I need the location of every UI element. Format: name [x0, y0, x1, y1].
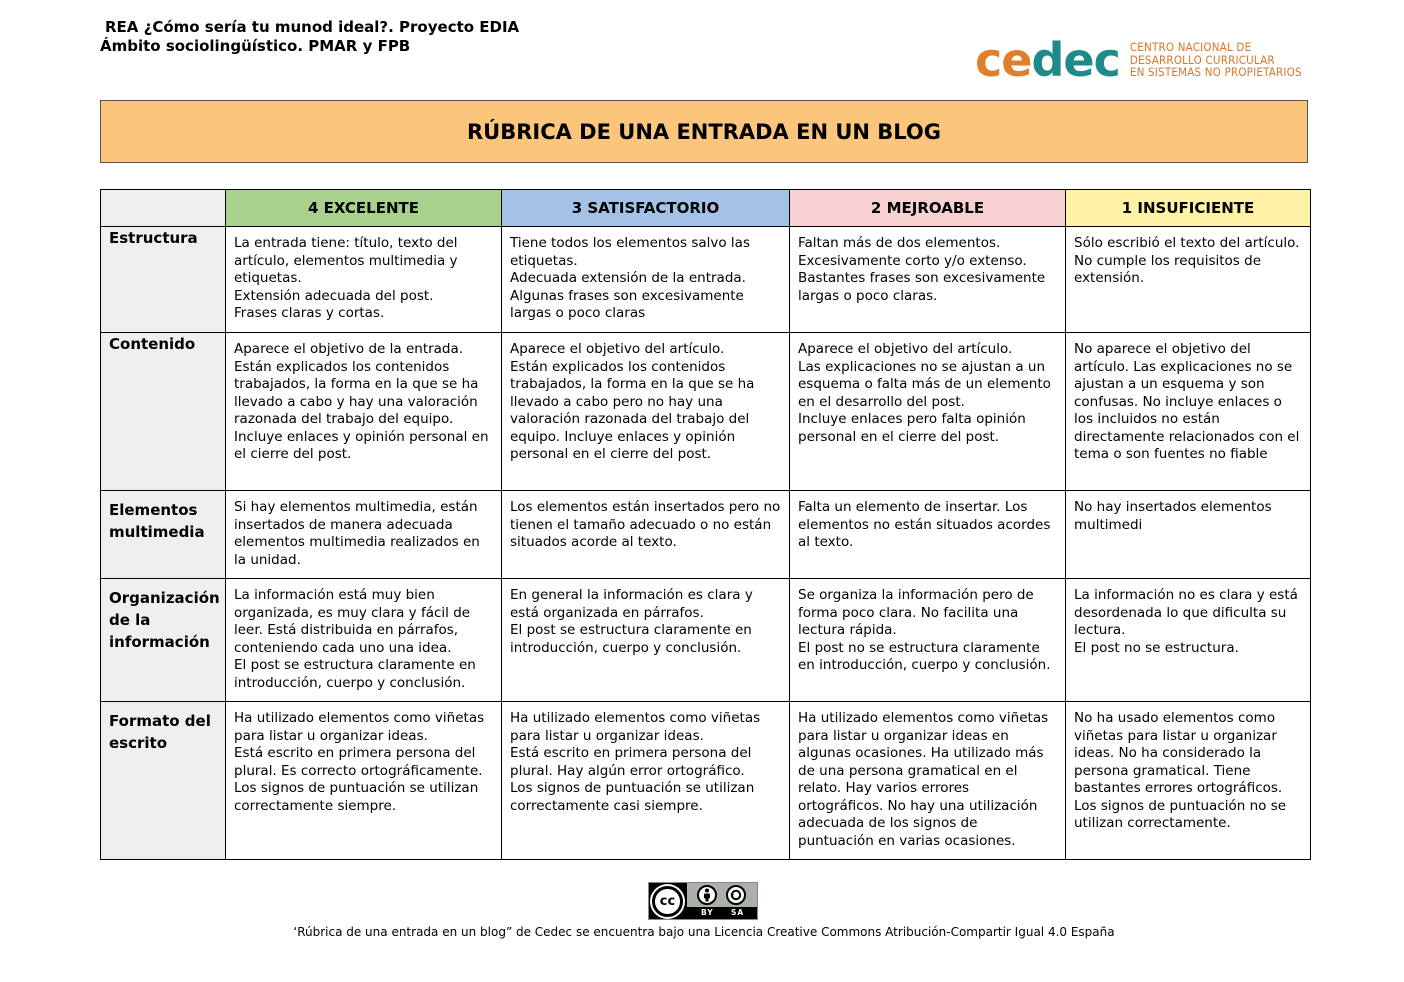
table-header-row — [101, 190, 1311, 227]
table-row — [101, 579, 1311, 702]
header-line-2: Ámbito sociolingüístico. PMAR y FPB — [100, 37, 411, 55]
table-cell: Sólo escribió el texto del artículo. No cumple los requisitos de extensión. — [1066, 227, 1311, 333]
column-header-excelente: 4 EXCELENTE — [226, 190, 502, 227]
table-cell: Falta un elemento de insertar. Los elementos no están situados acordes al texto. — [790, 491, 1066, 579]
table-cell: No hay insertados elementos multimedi — [1066, 491, 1311, 579]
attribution-person-icon — [697, 885, 717, 905]
document-header — [100, 18, 519, 56]
logo-subtitle-line: CENTRO NACIONAL DE — [1129, 40, 1252, 55]
table-cell: Se organiza la información pero de forma poco clara. No facilita una lectura rápida. El post no se estructura claramente en introducción, cuerpo y conclusión. — [790, 579, 1066, 702]
table-row — [101, 227, 1311, 333]
row-header-elementos-multimedia: Elementos multimedia — [101, 491, 226, 579]
row-header-formato: Formato del escrito — [101, 702, 226, 860]
cedec-logo — [975, 33, 1302, 87]
logo-wordmark — [975, 33, 1120, 87]
row-header-contenido: Contenido — [101, 333, 226, 491]
table-cell: Ha utilizado elementos como viñetas para listar u organizar ideas en algunas ocasiones. Ha utilizado más de una persona gramatical en el relato. Hay varios errores ortográficos. No hay una utilización adecuada de los signos de puntuación en varias ocasiones. — [790, 702, 1066, 860]
logo-subtitle-line: EN SISTEMAS NO PROPIETARIOS — [1129, 65, 1302, 80]
table-cell: La información no es clara y está desordenada lo que dificulta su lectura. El post no se estructura. — [1066, 579, 1311, 702]
table-cell: Aparece el objetivo de la entrada. Están explicados los contenidos trabajados, la forma en la que se ha llevado a cabo y hay una valoración razonada del trabajo del equipo. Incluye enlaces y opinión personal en el cierre del post. — [226, 333, 502, 491]
row-header-organizacion: Organización de la información — [101, 579, 226, 702]
row-header-estructura: Estructura — [101, 227, 226, 333]
table-row — [101, 702, 1311, 860]
logo-word-part1: ce — [975, 33, 1032, 87]
table-cell: Aparece el objetivo del artículo. Las explicaciones no se ajustan a un esquema o falta más de un elemento en el desarrollo del post. Incluye enlaces pero falta opinión personal en el cierre del post. — [790, 333, 1066, 491]
title-banner — [100, 100, 1308, 163]
table-cell: Los elementos están insertados pero no tienen el tamaño adecuado o no están situados acorde al texto. — [502, 491, 790, 579]
creative-commons-badge-icon — [648, 882, 758, 920]
column-header-satisfactorio: 3 SATISFACTORIO — [502, 190, 790, 227]
sa-label: SA — [731, 908, 745, 917]
cc-icon: cc — [652, 886, 683, 917]
table-cell: Aparece el objetivo del artículo. Están explicados los contenidos trabajados, la forma en la que se ha llevado a cabo pero no hay una valoración razonada del trabajo del equipo. Incluye enlaces y opinión personal en el cierre del post. — [502, 333, 790, 491]
share-alike-icon — [726, 885, 746, 905]
table-cell: Faltan más de dos elementos. Excesivamente corto y/o extenso. Bastantes frases son excesivamente largas o poco claras. — [790, 227, 1066, 333]
table-cell: Si hay elementos multimedia, están insertados de manera adecuada elementos multimedia realizados en la unidad. — [226, 491, 502, 579]
logo-word-part2: dec — [1031, 33, 1120, 87]
table-cell: Ha utilizado elementos como viñetas para listar u organizar ideas. Está escrito en primera persona del plural. Hay algún error ortográfico. Los signos de puntuación se utilizan correctamente casi siempre. — [502, 702, 790, 860]
table-corner-cell — [101, 190, 226, 227]
table-cell: La entrada tiene: título, texto del artículo, elementos multimedia y etiquetas. Extensión adecuada del post. Frases claras y cortas. — [226, 227, 502, 333]
table-cell: La información está muy bien organizada, es muy clara y fácil de leer. Está distribuida en párrafos, conteniendo cada uno una idea. El post se estructura claramente en introducción, cuerpo y conclusión. — [226, 579, 502, 702]
by-label: BY — [701, 908, 714, 917]
table-cell: Ha utilizado elementos como viñetas para listar u organizar ideas. Está escrito en primera persona del plural. Es correcto ortográficamente. Los signos de puntuación se utilizan correctamente siempre. — [226, 702, 502, 860]
table-cell: No ha usado elementos como viñetas para listar u organizar ideas. No ha considerado la persona gramatical. Tiene bastantes errores ortográficos. Los signos de puntuación no se utilizan correctamente. — [1066, 702, 1311, 860]
table-cell: Tiene todos los elementos salvo las etiquetas. Adecuada extensión de la entrada. Algunas frases son excesivamente largas o poco claras — [502, 227, 790, 333]
table-row — [101, 333, 1311, 491]
table-row — [101, 491, 1311, 579]
column-header-insuficiente: 1 INSUFICIENTE — [1066, 190, 1311, 227]
license-text: ‘Rúbrica de una entrada en un blog” de Cedec se encuentra bajo una Licencia Creative Commons Atribución-Compartir Igual 4.0 España — [293, 925, 1115, 939]
logo-subtitle-line: DESARROLLO CURRICULAR — [1129, 52, 1275, 67]
table-cell: En general la información es clara y está organizada en párrafos. El post se estructura claramente en introducción, cuerpo y conclusión. — [502, 579, 790, 702]
logo-subtitle — [1130, 41, 1302, 79]
page-title: RÚBRICA DE UNA ENTRADA EN UN BLOG — [466, 119, 942, 144]
header-line-1: REA ¿Cómo sería tu munod ideal?. Proyecto EDIA — [105, 18, 520, 36]
column-header-mejorable: 2 MEJROABLE — [790, 190, 1066, 227]
rubric-table — [100, 189, 1311, 860]
table-cell: No aparece el objetivo del artículo. Las explicaciones no se ajustan a un esquema y son confusas. No incluye enlaces o los incluidos no están directamente relacionados con el tema o son fuentes no fiable — [1066, 333, 1311, 491]
